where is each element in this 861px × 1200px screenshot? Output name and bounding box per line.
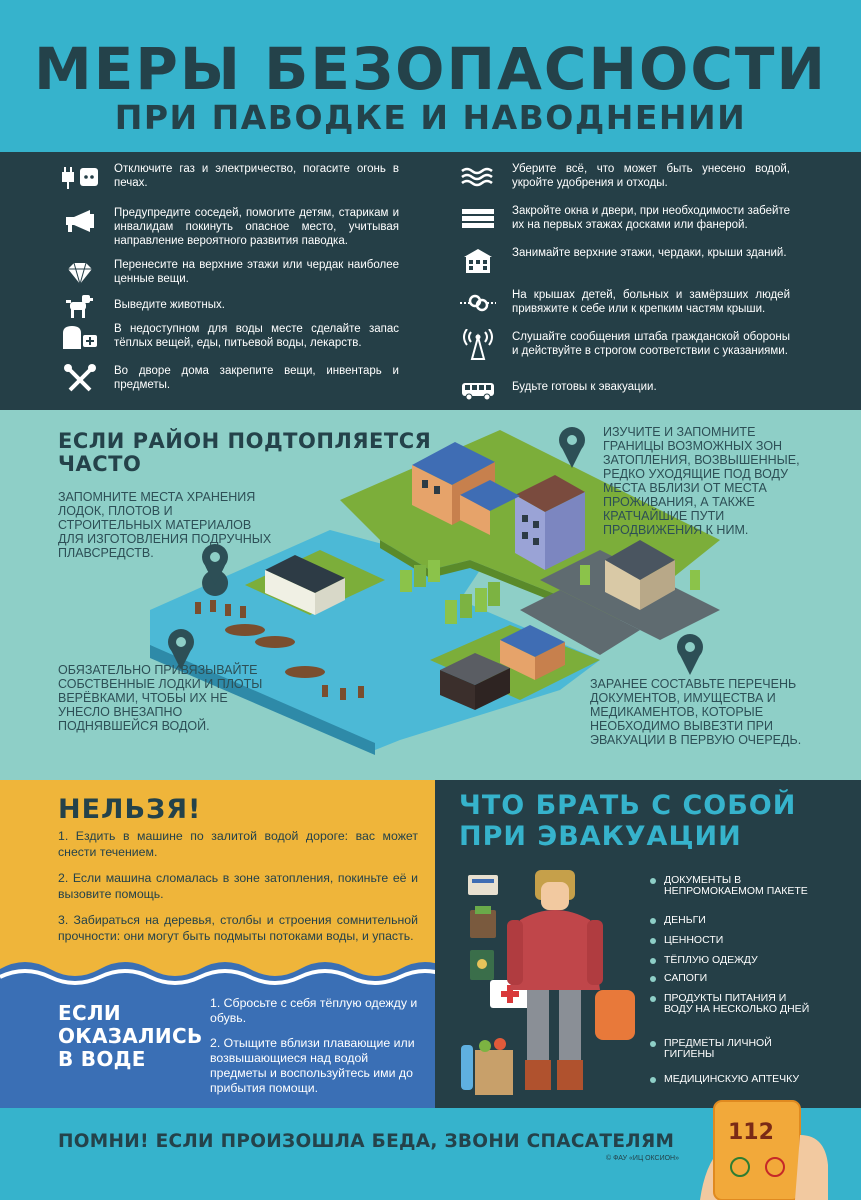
- forbidden-item: 2. Если машина сломалась в зоне затопления, покиньте её и вызовите помощь.: [58, 871, 418, 901]
- water-bottle-icon: [461, 1045, 473, 1090]
- diamond-icon: [58, 258, 102, 288]
- in-water-item: 2. Отыщите вблизи плавающие или возвышающиеся над водой предметы и воспользуйтесь ими до прибытия помощи.: [210, 1036, 415, 1095]
- evacuation-item: ТЁПЛУЮ ОДЕЖДУ: [650, 955, 814, 966]
- evacuation-item: МЕДИЦИНСКУЮ АПТЕЧКУ: [650, 1074, 834, 1085]
- rule-text: Предупредите соседей, помогите детям, старикам и инвалидам покинуть опасное место, учитывая направление вероятного развития паводка.: [114, 207, 399, 247]
- credit: © ФАУ «ИЦ ОКСИОН»: [606, 1155, 679, 1162]
- rule-text: Будьте готовы к эвакуации.: [512, 381, 657, 393]
- rule-item: [58, 162, 399, 192]
- evacuation-item: ДОКУМЕНТЫ В НЕПРОМОКАЕМОМ ПАКЕТЕ: [650, 875, 814, 897]
- plug-socket-icon: [58, 162, 102, 192]
- rule-item: [58, 364, 399, 394]
- rule-text: Занимайте верхние этажи, чердаки, крыши зданий.: [512, 247, 787, 259]
- rope-knot-icon: [456, 288, 500, 318]
- evacuation-item: ДЕНЬГИ: [650, 915, 814, 926]
- rule-text: Закройте окна и двери, при необходимости забейте их на первых этажах досками или фанерой.: [512, 205, 790, 231]
- rule-text: Выведите животных.: [114, 299, 225, 311]
- dog-icon: [58, 290, 102, 320]
- rule-item: [58, 322, 399, 352]
- page-subtitle: ПРИ ПАВОДКЕ И НАВОДНЕНИИ: [114, 98, 747, 137]
- rule-text: Отключите газ и электричество, погасите огонь в печах.: [114, 163, 399, 189]
- header: [0, 0, 861, 152]
- footer-call-text: ПОМНИ! ЕСЛИ ПРОИЗОШЛА БЕДА, ЗВОНИ СПАСАТЕЛЯМ: [58, 1131, 675, 1152]
- phone-illustration: [700, 1095, 830, 1200]
- bus-icon: [456, 376, 500, 406]
- boards-icon: [456, 204, 500, 234]
- jacket-first-aid-icon: [58, 322, 102, 352]
- house-icon: [456, 246, 500, 276]
- map-section-title: ЕСЛИ РАЙОН ПОДТОПЛЯЕТСЯ ЧАСТО: [58, 429, 432, 476]
- safety-rules: [0, 152, 861, 410]
- forbidden-item: 1. Ездить в машине по залитой водой дороге: вас может снести течением.: [58, 829, 418, 859]
- backpack-icon: [595, 990, 635, 1040]
- rule-item: [456, 162, 790, 192]
- note-boats: ЗАПОМНИТЕ МЕСТА ХРАНЕНИЯ ЛОДОК, ПЛОТОВ И СТРОИТЕЛЬНЫХ МАТЕРИАЛОВ ДЛЯ ИЗГОТОВЛЕНИЯ ПОДРУЧНЫХ ПЛАВСРЕДСТВ.: [58, 490, 272, 560]
- emergency-number: 112: [728, 1120, 774, 1145]
- evacuation-title: ЧТО БРАТЬ С СОБОЙ ПРИ ЭВАКУАЦИИ: [459, 790, 797, 852]
- frequent-flood-section: [0, 410, 861, 780]
- rule-item: [58, 206, 399, 248]
- rule-text: На крышах детей, больных и замёрзших людей привяжите к себе или к крепким частям крыши.: [512, 289, 790, 315]
- in-water-item: 1. Сбросьте с себя тёплую одежду и обувь.: [210, 996, 418, 1025]
- rule-item: [58, 258, 399, 288]
- wallet-icon: [470, 910, 496, 938]
- note-documents: ЗАРАНЕЕ СОСТАВЬТЕ ПЕРЕЧЕНЬ ДОКУМЕНТОВ, ИМУЩЕСТВА И МЕДИКАМЕНТОВ, КОТОРЫЕ НЕОБХОДИМО ВЫВЕЗТИ ПРИ ЭВАКУАЦИИ В ПЕРВУЮ ОЧЕРЕДЬ.: [590, 677, 802, 747]
- rule-text: Во дворе дома закрепите вещи, инвентарь и предметы.: [114, 365, 399, 391]
- evacuation-item: ПРОДУКТЫ ПИТАНИЯ И ВОДУ НА НЕСКОЛЬКО ДНЕЙ: [650, 993, 814, 1015]
- evacuee-illustration: [455, 860, 650, 1100]
- rule-item: [456, 376, 790, 406]
- map-pin-icon: [677, 634, 703, 675]
- evacuation-item: САПОГИ: [650, 973, 814, 984]
- phone-icon: [714, 1101, 800, 1200]
- forbidden-item: 3. Забираться на деревья, столбы и строения сомнительной прочности: они могут быть подмыты потоками воды, и упасть.: [58, 913, 418, 943]
- rule-text: Уберите всё, что может быть унесено водой, укройте удобрения и отходы.: [512, 163, 790, 189]
- in-water-title: ЕСЛИ ОКАЗАЛИСЬ В ВОДЕ: [58, 1001, 203, 1071]
- tools-icon: [58, 364, 102, 394]
- documents-icon: [468, 875, 498, 895]
- rule-text: Перенесите на верхние этажи или чердак наиболее ценные вещи.: [114, 259, 399, 285]
- radio-tower-icon: [456, 330, 500, 360]
- waves-icon: [456, 162, 500, 192]
- rule-item: [456, 288, 790, 318]
- rule-item: [456, 246, 790, 276]
- forbidden-title: НЕЛЬЗЯ!: [58, 794, 202, 825]
- rule-item: [58, 290, 399, 320]
- megaphone-icon: [58, 206, 102, 236]
- rule-text: В недоступном для воды месте сделайте запас тёплых вещей, еды, питьевой воды, лекарств.: [114, 323, 399, 349]
- evacuation-item: ПРЕДМЕТЫ ЛИЧНОЙ ГИГИЕНЫ: [650, 1038, 814, 1060]
- note-flood-zones: ИЗУЧИТЕ И ЗАПОМНИТЕ ГРАНИЦЫ ВОЗМОЖНЫХ ЗОН ЗАТОПЛЕНИЯ, ВОЗВЫШЕННЫЕ, РЕДКО УХОДЯЩИЕ ПОД ВОДУ МЕСТА ВБЛИЗИ ОТ МЕСТА ПРОЖИВАНИЯ, А ТАКЖЕ КРАТЧАЙШИЕ ПУТИ ПРОДВИЖЕНИЯ К НИМ.: [603, 425, 800, 537]
- grocery-bag-icon: [475, 1050, 513, 1095]
- rule-item: [456, 330, 790, 360]
- note-tie-boats: ОБЯЗАТЕЛЬНО ПРИВЯЗЫВАЙТЕ СОБСТВЕННЫЕ ЛОДКИ И ПЛОТЫ ВЕРЁВКАМИ, ЧТОБЫ ИХ НЕ УНЕСЛО ВНЕЗАПНО ПОДНЯВШЕЙСЯ ВОДОЙ.: [58, 663, 263, 733]
- evacuation-item: ЦЕННОСТИ: [650, 935, 814, 946]
- page-title: МЕРЫ БЕЗОПАСНОСТИ: [34, 35, 827, 103]
- rule-text: Слушайте сообщения штаба гражданской обороны и действуйте в строгом соответствии с указаниями.: [512, 331, 790, 357]
- rule-item: [456, 204, 790, 234]
